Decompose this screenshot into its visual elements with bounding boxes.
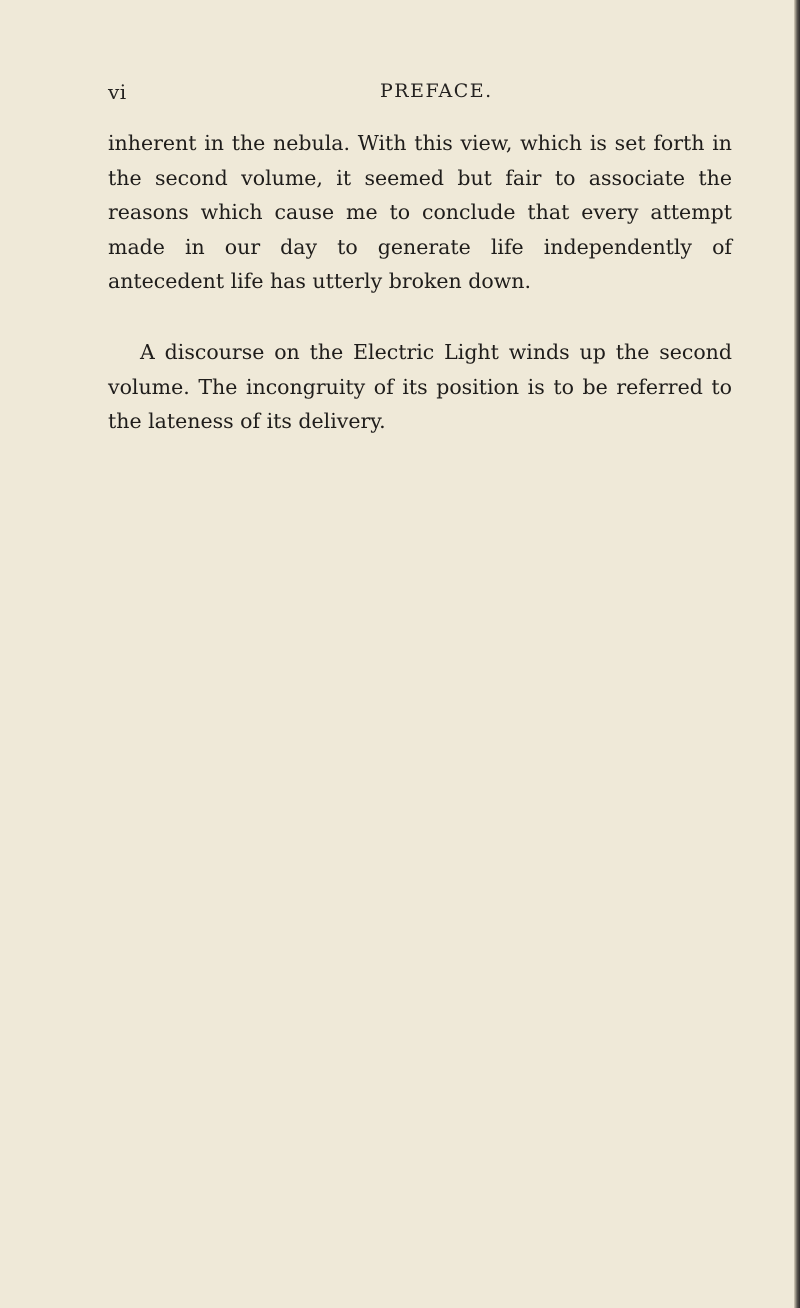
page-edge-shadow xyxy=(794,0,800,1308)
paragraph-2: A discourse on the Electric Light winds up the second volume. The incongruity of its position is to be referred to the lateness of its delivery. xyxy=(108,339,732,434)
body-text xyxy=(108,126,732,439)
page-header xyxy=(108,80,712,110)
running-title: PREFACE. xyxy=(380,80,493,102)
paragraph-1: inherent in the nebula. With this view, which is set forth in the second volume, it seemed but fair to associate the reasons which cause me to conclude that every attempt made in our day to generate life independently of antecedent life has utterly broken down. xyxy=(108,131,732,294)
page-number: vi xyxy=(108,80,127,104)
